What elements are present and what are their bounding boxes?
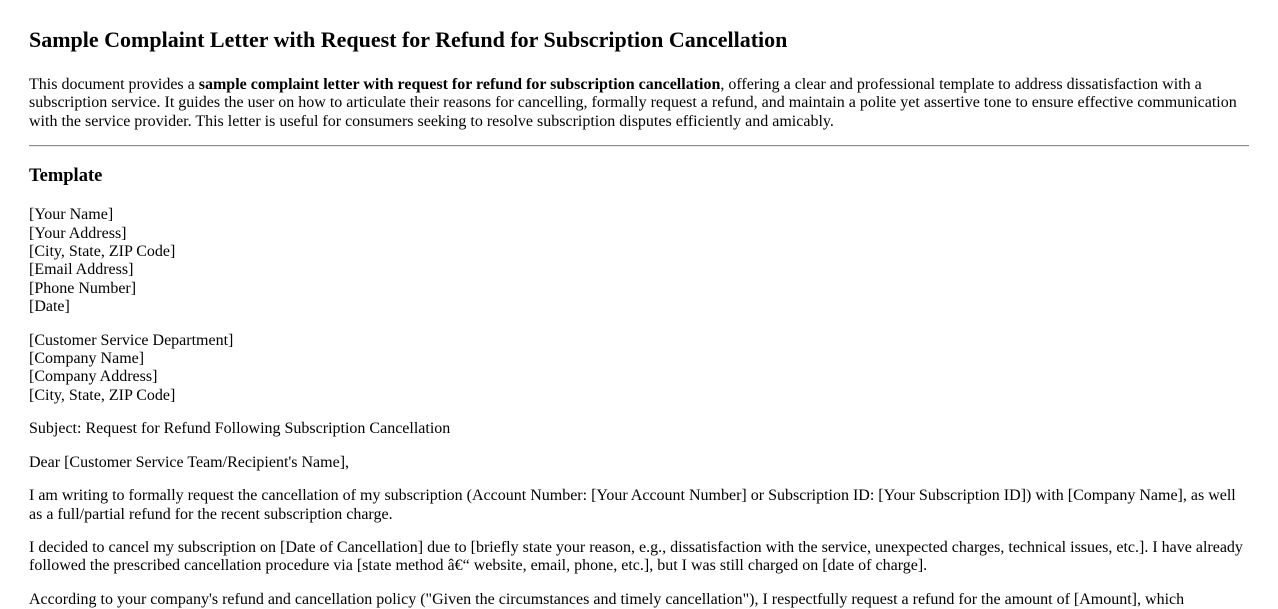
body-paragraph: I decided to cancel my subscription on [Date of Cancellation] due to [briefly state your reason, e.g., dissatisfaction with the service, unexpected charges, technical issues, etc.]. I have already followed the prescribed cancellation procedure via [state method â€“ website, email, phone, etc.], but I was still charged on [date of charge]. <box>29 538 1243 575</box>
recipient-address-block: [Customer Service Department] [Company Name] [Company Address] [City, State, ZIP Code] <box>29 331 234 404</box>
sender-address-block: [Your Name] [Your Address] [City, State, ZIP Code] [Email Address] [Phone Number] [Date] <box>29 206 176 316</box>
intro-text-post: , offering a clear and professional template to address dissatisfaction with a subscription service. It guides the user on how to articulate their reasons for cancelling, formally request a refund, and maintain a polite yet assertive tone to ensure effective communication with the service provider. This letter is useful for consumers seeking to resolve subscription disputes efficiently and amicably. <box>29 76 1237 130</box>
section-heading-template: Template <box>29 166 103 187</box>
intro-text-bold: sample complaint letter with request for refund for subscription cancellation <box>198 76 721 93</box>
intro-paragraph <box>29 76 1249 131</box>
page-title: Sample Complaint Letter with Request for Refund for Subscription Cancellation <box>29 27 788 52</box>
salutation: Dear [Customer Service Team/Recipient's Name], <box>29 453 350 471</box>
body-paragraph: I am writing to formally request the cancellation of my subscription (Account Number: [Your Account Number] or Subscription ID: [Your Subscription ID]) with [Company Name], as well as a full/partial refund for the recent subscription charge. <box>29 487 1236 523</box>
body-paragraph-clipped: According to your company's refund and cancellation policy ("Given the circumstances and timely cancellation"), I respectfully request a refund for the amount of [Amount], which <box>29 590 1185 608</box>
section-divider <box>29 145 1249 147</box>
intro-text-pre: This document provides a <box>29 76 199 93</box>
subject-line: Subject: Request for Refund Following Subscription Cancellation <box>29 420 451 438</box>
